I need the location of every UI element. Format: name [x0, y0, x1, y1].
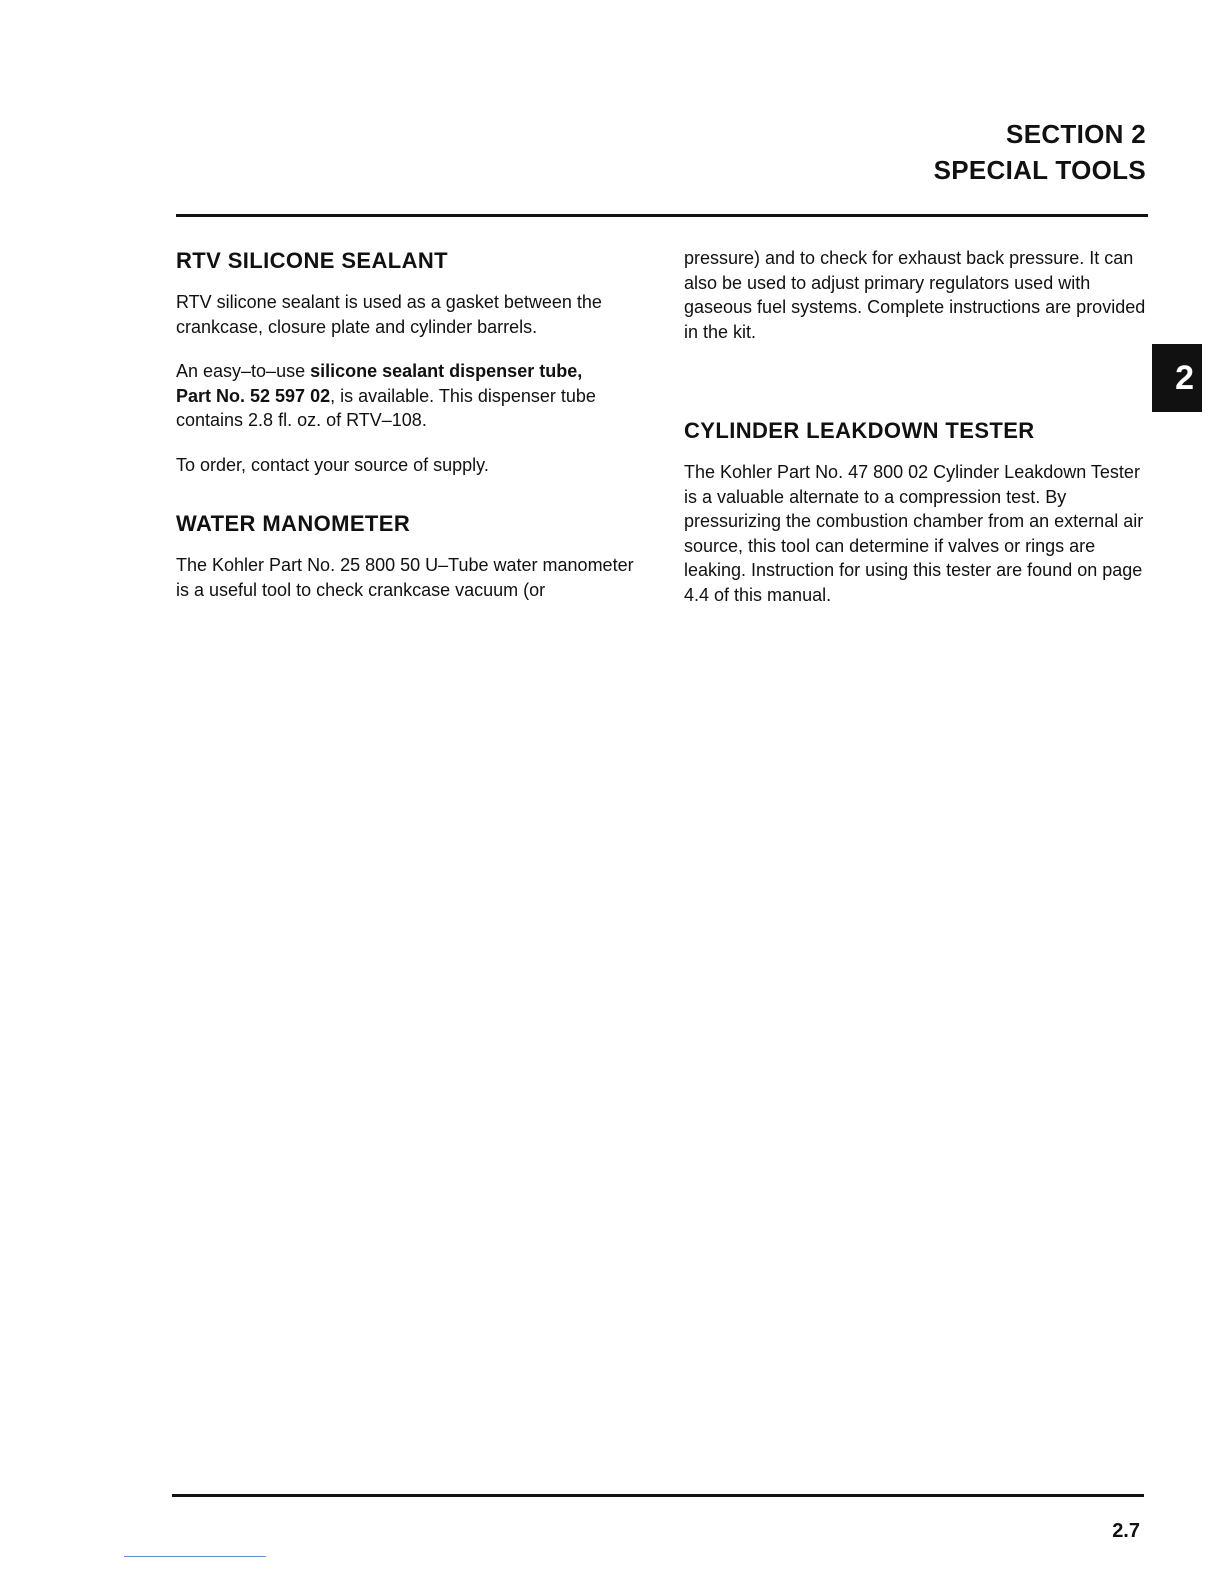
section-header: [934, 116, 1146, 188]
rtv-p2-product: silicone sealant dispenser tube,: [310, 361, 583, 381]
water-manometer-heading: WATER MANOMETER: [176, 511, 411, 536]
water-manometer-paragraph-start: The Kohler Part No. 25 800 50 U–Tube water manometer is a useful tool to check crankcase vacuum (or: [176, 555, 634, 600]
right-column: [684, 246, 1148, 627]
rtv-p2-rest: , is available. This dispenser tube contains 2.8 fl. oz. of RTV–108.: [176, 385, 596, 430]
section-tab: 2: [1152, 344, 1202, 412]
rtv-heading: RTV SILICONE SEALANT: [176, 248, 449, 273]
rtv-paragraph-3: To order, contact your source of supply.: [176, 454, 489, 475]
spacer: [176, 497, 638, 509]
leakdown-heading: CYLINDER LEAKDOWN TESTER: [684, 418, 1035, 443]
rtv-p2-part-number: Part No. 52 597 02: [176, 385, 331, 406]
spacer: [684, 364, 1148, 416]
rtv-paragraph-2: [176, 359, 638, 433]
link-underline: [124, 1556, 266, 1557]
left-column: [176, 246, 638, 622]
rtv-p2-intro: An easy–to–use: [176, 361, 311, 381]
section-number: SECTION 2: [1006, 119, 1146, 149]
bottom-rule: [172, 1494, 1144, 1497]
page-number: 2.7: [1112, 1520, 1140, 1542]
leakdown-paragraph: The Kohler Part No. 47 800 02 Cylinder Leakdown Tester is a valuable alternate to a compression test. By pressurizing the combustion chamber from an external air source, this tool can determine if valves or rings are leaking. Instruction for using this tester are found on page 4.4 of this manual.: [684, 462, 1144, 605]
rtv-paragraph-1: RTV silicone sealant is used as a gasket between the crankcase, closure plate and cylinder barrels.: [176, 292, 602, 337]
section-title: SPECIAL TOOLS: [933, 155, 1146, 185]
water-manometer-paragraph-continued: pressure) and to check for exhaust back pressure. It can also be used to adjust primary regulators used with gaseous fuel systems. Complete instructions are provided in the kit.: [684, 248, 1146, 342]
top-rule: [176, 214, 1148, 217]
